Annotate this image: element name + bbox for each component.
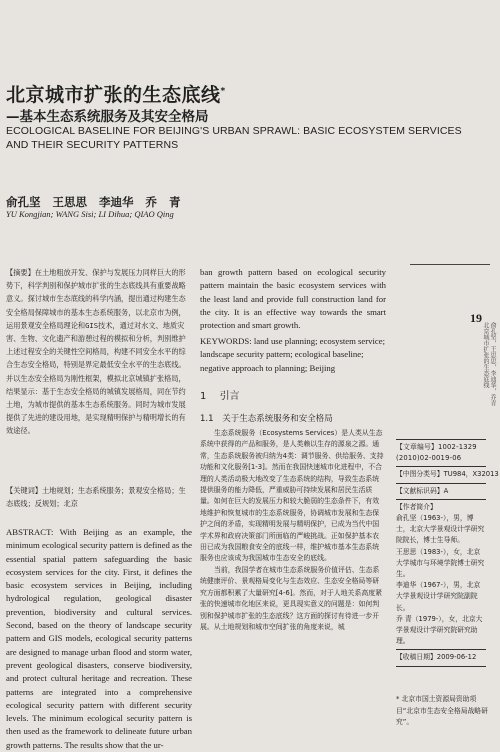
title-footnote-mark: * (220, 86, 226, 97)
article-metadata-sidebar (396, 437, 499, 669)
page-number: 19 (470, 311, 482, 325)
document-code: 【文献标识码】A (396, 486, 449, 495)
funding-footnote: * 北京市国土资源局资助项目“北京市生态安全格局战略研究”。 (396, 695, 488, 726)
keywords-en: KEYWORDS: land use planning; ecosystem service; landscape security pattern; ecological baseline; negative approach to planning; Beijing (200, 336, 386, 373)
keywords-zh: 【关键词】土地规划；生态系统服务；景观安全格局；生态底线；反规划；北京 (6, 486, 186, 508)
article-title-en: ECOLOGICAL BASELINE FOR BEIJING'S URBAN SPRAWL: BASIC ECOSYSTEM SERVICES AND THEIR SECURITY PATTERNS (6, 125, 462, 151)
article-subtitle-zh: —基本生态系统服务及其安全格局 (6, 109, 209, 125)
abstract-en: ABSTRACT: With Beijing as an example, the minimum ecological security pattern is defined as the essential spatial pattern safeguarding the basic ecosystem services for the city. First, it defines the basic ecosystem services in Beijing, including hydrological regulation, geological disaster prevention, biodiversity and cultural services. Second, based on the theory of landscape security pattern and GIS models, ecological security patterns are designed to manage urban flood and storm water, prevent geological disasters, conserve biodiversity, and protect cultural heritage and recreation. These patterns are integrated into a comprehensive ecological security pattern with different security levels. The minimum ecological security pattern is then used as the framework to delineate future urban growth patterns. The results show that the ur- (6, 527, 193, 750)
sidebar-top-rule (410, 264, 490, 265)
subsection-heading: 1.1 关于生态系统服务和安全格局 (200, 414, 333, 424)
abstract-en-continued: ban growth pattern based on ecological security pattern maintain the basic ecosystem services with the least land and provide full construction land for the city. It is an effective way towards the smart protection and smart growth. (200, 267, 386, 331)
article-number: 【文章编号】1002-1329 (2010)02-0019-06 (396, 443, 477, 463)
author-bio: 王思思（1983-），女，北京大学城市与环境学院博士研究生。 (396, 547, 485, 579)
clc-number: 【中图分类号】TU984，X32013 (396, 470, 499, 479)
author-bio: 李迪华（1967-），男，北京大学景观设计学研究院副院长。 (396, 581, 481, 612)
running-header-vertical: 俞孔坚，王思思，李迪华，乔青 北京城市扩张的生态底线 (482, 322, 496, 406)
authors-en: YU Kongjian; WANG Sisi; LI Dihua; QIAO Qing (6, 209, 174, 219)
sidebar-divider (396, 666, 486, 667)
sidebar-divider (396, 649, 486, 650)
sidebar-divider (396, 439, 486, 440)
authors-zh: 俞孔坚 王思思 李迪华 乔 青 (6, 195, 181, 209)
sidebar-divider (396, 499, 486, 500)
sidebar-divider (396, 483, 486, 484)
body-text (200, 428, 386, 633)
body-paragraph: 生态系统服务（Ecosystems Services）是人类从生态系统中获得的产品和服务，是人类赖以生存的源泉之源。通常，生态系统服务被归纳为4类：调节服务、供给服务、支持功能和文化服务[1-3]。然而在我国快速城市化进程中，不合理的人类活动极大地改变了生态系统的结构，导致生态系统提供服务的能力降低，严重威胁可持续发展和居民生活质量。如何在巨大的发展压力和较大脆弱的生态条件下，有效地维护和恢复城市的生态系统服务，协调城市发展和生态保护之间的矛盾，实现精明发展与精明保护，已成为当代中国学术界和政府决策部门所面临的严峻挑战。正如保护基本农田已成为我国粮食安全的底线一样，维护城市基本生态系统服务也应该成为我国城市生态安全的底线。 (200, 429, 384, 563)
body-paragraph: 当前，我国学者在城市生态系统服务价值评估、生态系统健康评价、景观格局变化与生态效应、生态安全格局等研究方面都积累了大量研究[4-6]。然而，对于人地关系高度紧张的快速城市化地区来说，更具现实意义的问题是：如何判别和保护城市扩张的生态底线？这方面的探讨有待进一步开展。从土地规划和城市空间扩张的角度来说，城 (200, 565, 383, 631)
received-date: 【收稿日期】2009-06-12 (396, 653, 477, 662)
author-bio: 俞孔坚（1963-），男，博士，北京大学景观设计学研究院院长，博士生导师。 (396, 514, 485, 545)
abstract-zh: 【摘要】在土地粗放开发、保护与发展压力同样巨大的形势下，科学判别和保护城市扩张的生态底线具有重要战略意义。探讨城市生态底线的科学内涵，提出通过构建生态安全格局保障城市的基本生态系统服务，以北京市为例，运用景观安全格局理论和GIS技术，通过对水文、地质灾害、生物、文化遗产和游憩过程的模拟和分析，判别维护上述过程安全的关键性空间格局，构建不同安全水平的综合生态安全格局，特别是界定最低安全水平的生态底线。并以生态安全格局为刚性框架，模拟北京城镇扩张格局，结果显示：基于生态安全格局的城镇发展格局，同在节约土地，为城市提供的基本生态系统服务。同时为城市发展提供了先进的建设用地，是实现精明保护与精明增长的有效途径。 (6, 268, 186, 436)
article-title-zh: 北京城市扩张的生态底线* (6, 84, 226, 106)
author-bio: 乔 青（1979-），女，北京大学景观设计学研究院研究助理。 (396, 614, 483, 646)
section-heading: 1 引言 (200, 391, 240, 402)
sidebar-divider (396, 466, 486, 467)
author-intro-title: 【作者简介】 (396, 502, 437, 511)
